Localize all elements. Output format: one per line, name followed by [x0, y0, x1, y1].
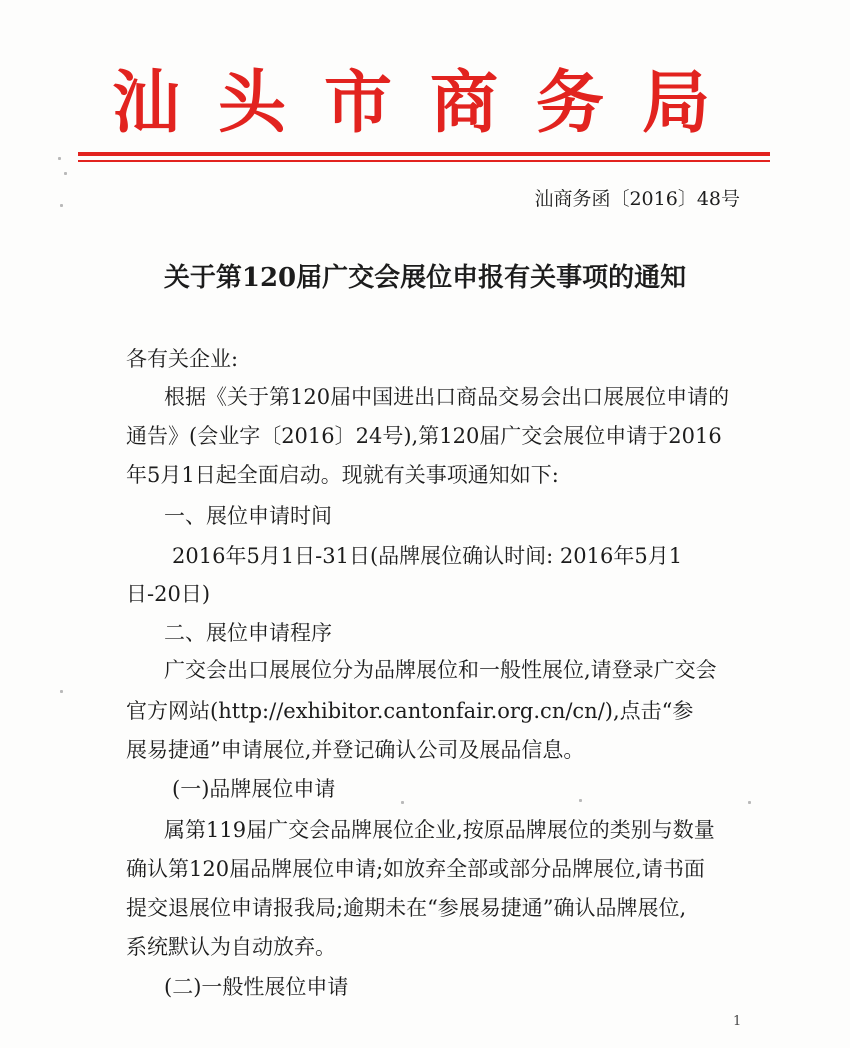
paragraph-line: 通告》(会业字〔2016〕24号),第120届广交会展位申请于2016 [126, 424, 722, 448]
paragraph-line: 广交会出口展展位分为品牌展位和一般性展位,请登录广交会 [164, 658, 717, 682]
scan-speck [401, 801, 404, 804]
scan-speck [58, 157, 61, 160]
page-number: 1 [733, 1014, 742, 1029]
scan-speck [64, 172, 67, 175]
letterhead-rule-thick [78, 152, 770, 156]
letterhead-rule-thin [78, 160, 770, 162]
document-number: 汕商务函〔2016〕48号 [534, 188, 740, 210]
paragraph-line: 提交退展位申请报我局;逾期未在“参展易捷通”确认品牌展位, [126, 896, 687, 920]
scan-speck [579, 799, 582, 802]
scan-speck [60, 690, 63, 693]
section-heading: 一、展位申请时间 [164, 504, 332, 528]
paragraph-line: 属第119届广交会品牌展位企业,按原品牌展位的类别与数量 [164, 818, 715, 842]
letterhead-title: 汕头市商务局 [111, 63, 748, 143]
subsection-heading: (二)一般性展位申请 [164, 975, 349, 999]
subsection-heading: (一)品牌展位申请 [172, 777, 336, 801]
document-title: 关于第120届广交会展位申报有关事项的通知 [163, 263, 687, 293]
paragraph-line: 确认第120届品牌展位申请;如放弃全部或部分品牌展位,请书面 [126, 857, 705, 881]
paragraph-line: 日-20日) [126, 582, 211, 606]
paragraph-line: 根据《关于第120届中国进出口商品交易会出口展展位申请的 [164, 385, 730, 409]
salutation: 各有关企业: [126, 347, 239, 371]
scan-speck [60, 204, 63, 207]
section-heading: 二、展位申请程序 [164, 621, 332, 645]
paragraph-line: 2016年5月1日-31日(品牌展位确认时间: 2016年5月1 [172, 544, 683, 568]
paragraph-line: 年5月1日起全面启动。现就有关事项通知如下: [126, 463, 559, 487]
paragraph-line: 展易捷通”申请展位,并登记确认公司及展品信息。 [126, 738, 585, 762]
paragraph-line: 官方网站(http://exhibitor.cantonfair.org.cn/cn/),点击“参 [126, 699, 694, 723]
scan-speck [748, 801, 751, 804]
paragraph-line: 系统默认为自动放弃。 [126, 935, 336, 959]
